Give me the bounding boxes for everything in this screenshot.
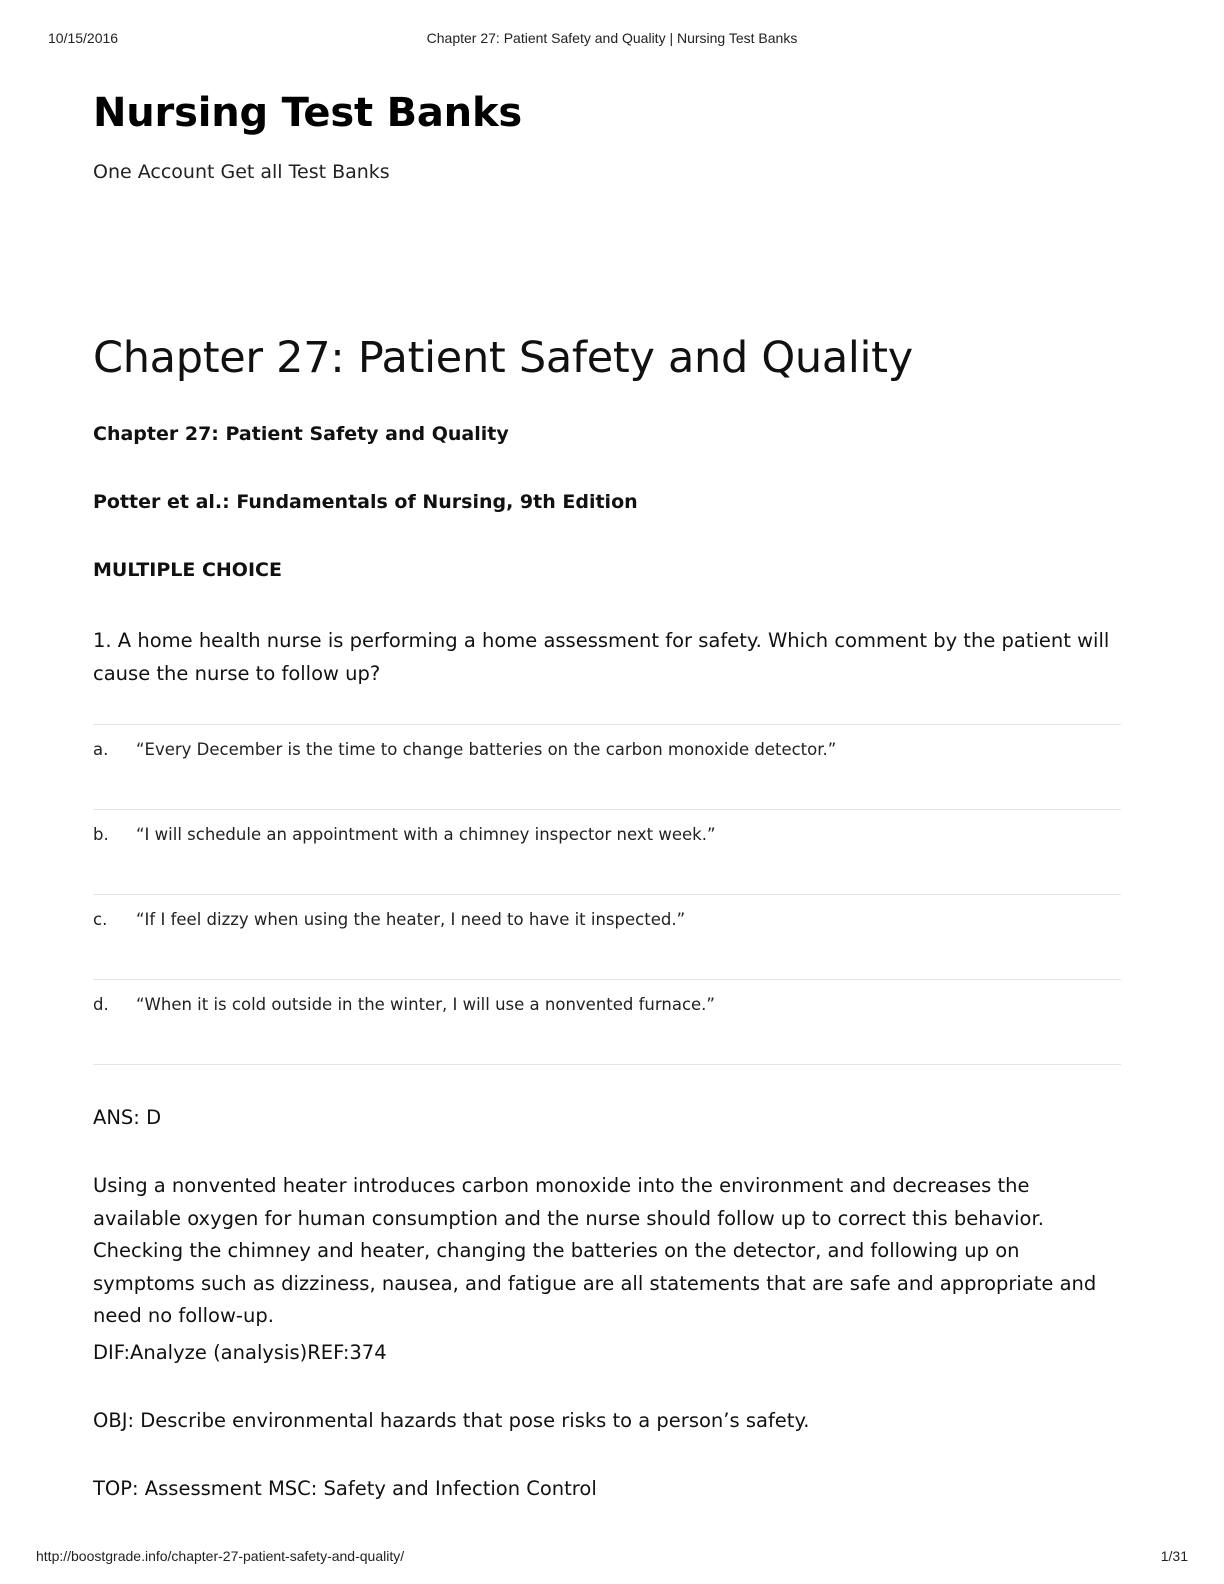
- chapter-line: Chapter 27: Patient Safety and Quality: [93, 423, 509, 445]
- choice-letter: a.: [93, 740, 109, 759]
- page-title: Chapter 27: Patient Safety and Quality: [93, 333, 913, 383]
- objective: OBJ: Describe environmental hazards that pose risks to a person’s safety.: [93, 1409, 810, 1432]
- choice-letter: c.: [93, 910, 108, 929]
- choice-row: [93, 980, 1121, 1065]
- print-page-title: Chapter 27: Patient Safety and Quality | Nursing Test Banks: [426, 30, 798, 46]
- choice-text: “When it is cold outside in the winter, I will use a nonvented furnace.”: [136, 995, 715, 1014]
- site-title[interactable]: Nursing Test Banks: [93, 90, 522, 136]
- print-header: [48, 30, 1176, 48]
- choice-letter: b.: [93, 825, 109, 844]
- choice-text: “Every December is the time to change batteries on the carbon monoxide detector.”: [136, 740, 837, 759]
- print-footer: [36, 1548, 1188, 1566]
- print-date: 10/15/2016: [48, 30, 119, 46]
- answer: ANS: D: [93, 1106, 162, 1129]
- choice-text: “I will schedule an appointment with a chimney inspector next week.”: [136, 825, 716, 844]
- question-text: 1. A home health nurse is performing a home assessment for safety. Which comment by the patient will cause the nurse to follow up?: [93, 629, 1110, 685]
- site-tagline: One Account Get all Test Banks: [93, 161, 390, 183]
- print-url: http://boostgrade.info/chapter-27-patient-safety-and-quality/: [36, 1548, 405, 1564]
- choice-row: [93, 810, 1121, 895]
- choice-row: [93, 895, 1121, 980]
- book-line: Potter et al.: Fundamentals of Nursing, 9th Edition: [93, 491, 638, 513]
- rationale: Using a nonvented heater introduces carbon monoxide into the environment and decreases the available oxygen for human consumption and the nurse should follow up to correct this behavior. Checking the chimney and heater, changing the batteries on the detector, and following up on symptoms such as dizziness, nausea, and fatigue are all statements that are safe and appropriate and need no follow-up.: [93, 1174, 1097, 1327]
- choice-row: [93, 725, 1121, 810]
- section-label: MULTIPLE CHOICE: [93, 559, 282, 581]
- page-number: 1/31: [1160, 1548, 1188, 1564]
- choice-letter: d.: [93, 995, 109, 1014]
- topic: TOP: Assessment MSC: Safety and Infection Control: [93, 1477, 597, 1500]
- difficulty-reference: DIF:Analyze (analysis)REF:374: [93, 1341, 387, 1364]
- choices-table: [93, 724, 1121, 1065]
- choice-text: “If I feel dizzy when using the heater, I need to have it inspected.”: [136, 910, 686, 929]
